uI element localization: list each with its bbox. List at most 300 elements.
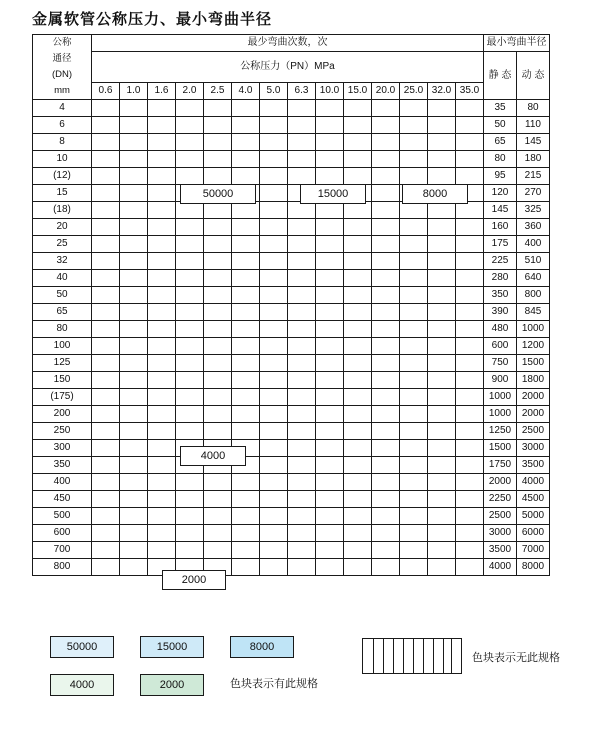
pn-cell [120, 287, 148, 304]
pn-cell [120, 236, 148, 253]
pn-cell [176, 270, 204, 287]
table-row [33, 236, 550, 253]
static-radius-cell: 1250 [484, 423, 517, 440]
pn-cell [428, 389, 456, 406]
pn-cell [372, 202, 400, 219]
pn-cell [260, 185, 288, 202]
pn-cell [456, 372, 484, 389]
table-row [33, 542, 550, 559]
pn-cell [92, 406, 120, 423]
pn-cell [260, 457, 288, 474]
pn-cell [344, 525, 372, 542]
pn-cell [400, 389, 428, 406]
pn-cell [288, 559, 316, 576]
pn-cell [428, 406, 456, 423]
pn-cell [120, 542, 148, 559]
pn-cell [260, 236, 288, 253]
legend [32, 636, 568, 704]
legend-hatch-box [362, 638, 462, 674]
pn-cell [456, 117, 484, 134]
pn-cell [232, 100, 260, 117]
pn-cell [400, 134, 428, 151]
pn-cell [288, 219, 316, 236]
dn-cell: 50 [33, 287, 92, 304]
pn-cell [148, 423, 176, 440]
dynamic-radius-cell: 5000 [517, 508, 550, 525]
spec-table-wrapper [32, 34, 550, 586]
pn-cell [372, 134, 400, 151]
dn-line-2: 通径 [52, 53, 72, 64]
pn-cell [176, 338, 204, 355]
static-radius-cell: 2250 [484, 491, 517, 508]
dn-cell: 100 [33, 338, 92, 355]
pn-cell [400, 219, 428, 236]
pn-cell [456, 219, 484, 236]
pn-cell [232, 423, 260, 440]
pn-value-header: 5.0 [260, 83, 288, 100]
pn-cell [316, 542, 344, 559]
bend-count-header: 最少弯曲次数，次 [92, 35, 484, 52]
dn-cell: 15 [33, 185, 92, 202]
pn-cell [344, 440, 372, 457]
pn-cell [120, 525, 148, 542]
pn-cell [372, 236, 400, 253]
pn-cell [316, 287, 344, 304]
pn-value-header: 20.0 [372, 83, 400, 100]
pn-cell [372, 525, 400, 542]
pn-cell [92, 542, 120, 559]
pn-cell [316, 406, 344, 423]
dn-cell: 8 [33, 134, 92, 151]
dn-cell: 300 [33, 440, 92, 457]
legend-swatch-4000: 4000 [50, 674, 114, 696]
pn-cell [260, 559, 288, 576]
pn-cell [372, 491, 400, 508]
pn-cell [232, 236, 260, 253]
pn-cell [456, 491, 484, 508]
pn-value-header: 4.0 [232, 83, 260, 100]
static-radius-cell: 1500 [484, 440, 517, 457]
pn-cell [232, 304, 260, 321]
pn-cell [176, 236, 204, 253]
pn-cell [148, 287, 176, 304]
pn-cell [204, 355, 232, 372]
pn-cell [260, 287, 288, 304]
pn-cell [204, 423, 232, 440]
page-title: 金属软管公称压力、最小弯曲半径 [32, 12, 273, 28]
pn-cell [148, 355, 176, 372]
pn-cell [148, 372, 176, 389]
pn-cell [400, 508, 428, 525]
pn-cell [288, 100, 316, 117]
pn-cell [372, 457, 400, 474]
legend-item-15000 [140, 636, 204, 658]
pn-cell [120, 389, 148, 406]
pn-cell [232, 474, 260, 491]
pn-cell [372, 474, 400, 491]
pn-cell [120, 423, 148, 440]
pn-cell [120, 202, 148, 219]
pn-cell [120, 151, 148, 168]
pn-cell [456, 559, 484, 576]
dynamic-radius-cell: 145 [517, 134, 550, 151]
legend-row-1 [32, 636, 568, 670]
legend-swatch-2000: 2000 [140, 674, 204, 696]
pn-cell [176, 423, 204, 440]
pn-cell [372, 389, 400, 406]
pn-cell [316, 389, 344, 406]
pn-cell [148, 253, 176, 270]
pn-cell [176, 202, 204, 219]
pn-cell [204, 525, 232, 542]
static-radius-cell: 65 [484, 134, 517, 151]
pn-cell [92, 185, 120, 202]
pn-cell [260, 270, 288, 287]
pn-cell [288, 321, 316, 338]
pn-cell [148, 542, 176, 559]
table-row [33, 440, 550, 457]
static-radius-cell: 1000 [484, 389, 517, 406]
pn-cell [176, 304, 204, 321]
pn-cell [288, 117, 316, 134]
pn-cell [316, 236, 344, 253]
pn-cell [204, 236, 232, 253]
pn-cell [316, 168, 344, 185]
pn-cell [316, 338, 344, 355]
spec-table [32, 34, 550, 576]
pn-cell [204, 253, 232, 270]
pn-cell [316, 134, 344, 151]
pn-cell [120, 457, 148, 474]
dn-cell: 125 [33, 355, 92, 372]
pn-cell [344, 151, 372, 168]
pn-cell [204, 117, 232, 134]
static-radius-cell: 280 [484, 270, 517, 287]
overlay-tag: 8000 [402, 184, 468, 204]
pn-cell [120, 474, 148, 491]
pn-cell [400, 270, 428, 287]
pn-cell [316, 100, 344, 117]
pn-cell [288, 355, 316, 372]
pn-cell [232, 134, 260, 151]
table-row [33, 253, 550, 270]
pn-cell [316, 219, 344, 236]
table-row [33, 202, 550, 219]
dn-line-3: (DN) [51, 69, 73, 80]
dn-cell: 20 [33, 219, 92, 236]
pn-value-header: 1.6 [148, 83, 176, 100]
pn-cell [344, 236, 372, 253]
dn-cell: 10 [33, 151, 92, 168]
dynamic-radius-cell: 3500 [517, 457, 550, 474]
dn-cell: 350 [33, 457, 92, 474]
pn-cell [260, 219, 288, 236]
pn-cell [232, 287, 260, 304]
table-row [33, 525, 550, 542]
pn-cell [428, 270, 456, 287]
pn-cell [400, 491, 428, 508]
pn-cell [428, 457, 456, 474]
pn-cell [316, 304, 344, 321]
pn-cell [316, 474, 344, 491]
pn-cell [400, 542, 428, 559]
static-radius-cell: 390 [484, 304, 517, 321]
pn-cell [148, 168, 176, 185]
pn-cell [428, 253, 456, 270]
dn-cell: 65 [33, 304, 92, 321]
pn-cell [372, 168, 400, 185]
pn-cell [288, 287, 316, 304]
pn-cell [456, 236, 484, 253]
pn-cell [400, 304, 428, 321]
table-row [33, 117, 550, 134]
pn-cell [344, 474, 372, 491]
pn-cell [92, 219, 120, 236]
pn-cell [344, 304, 372, 321]
pn-cell [120, 168, 148, 185]
table-row [33, 219, 550, 236]
dn-cell: 600 [33, 525, 92, 542]
pn-cell [260, 134, 288, 151]
dynamic-radius-cell: 6000 [517, 525, 550, 542]
pn-cell [428, 117, 456, 134]
pn-cell [260, 372, 288, 389]
pn-cell [456, 423, 484, 440]
pn-cell [204, 134, 232, 151]
dynamic-radius-cell: 400 [517, 236, 550, 253]
static-radius-cell: 160 [484, 219, 517, 236]
dynamic-radius-cell: 2000 [517, 389, 550, 406]
dynamic-radius-cell: 1000 [517, 321, 550, 338]
pn-cell [456, 508, 484, 525]
dn-cell: 40 [33, 270, 92, 287]
pn-cell [232, 559, 260, 576]
pn-cell [204, 406, 232, 423]
pn-cell [288, 151, 316, 168]
pn-cell [176, 389, 204, 406]
pn-cell [120, 338, 148, 355]
pn-cell [148, 440, 176, 457]
pn-value-header: 0.6 [92, 83, 120, 100]
pn-cell [148, 389, 176, 406]
pn-cell [428, 168, 456, 185]
bend-radius-header: 最小弯曲半径 [484, 35, 550, 52]
pn-cell [176, 151, 204, 168]
pn-cell [344, 457, 372, 474]
pn-cell [456, 457, 484, 474]
pn-cell [372, 321, 400, 338]
pn-cell [120, 100, 148, 117]
pn-cell [400, 253, 428, 270]
pn-cell [232, 253, 260, 270]
pn-cell [232, 270, 260, 287]
dn-cell: 4 [33, 100, 92, 117]
pn-cell [92, 525, 120, 542]
legend-item-2000 [140, 674, 204, 696]
pn-cell [148, 134, 176, 151]
pn-cell [92, 457, 120, 474]
pn-cell [344, 270, 372, 287]
pn-cell [288, 270, 316, 287]
pn-cell [288, 423, 316, 440]
header-row-2 [33, 52, 550, 83]
pn-cell [316, 440, 344, 457]
pn-cell [260, 423, 288, 440]
pn-cell [288, 457, 316, 474]
pn-cell [288, 491, 316, 508]
pn-cell [316, 117, 344, 134]
dynamic-header: 动 态 [517, 52, 550, 100]
pn-cell [372, 117, 400, 134]
pn-value-header: 35.0 [456, 83, 484, 100]
table-row [33, 168, 550, 185]
pn-cell [176, 168, 204, 185]
pn-cell [344, 168, 372, 185]
pn-cell [232, 406, 260, 423]
pn-cell [176, 219, 204, 236]
pn-cell [148, 338, 176, 355]
table-row [33, 287, 550, 304]
overlay-tag: 2000 [162, 570, 226, 590]
pn-cell [316, 491, 344, 508]
static-radius-cell: 3500 [484, 542, 517, 559]
pn-cell [372, 372, 400, 389]
dn-cell: 80 [33, 321, 92, 338]
pn-cell [260, 117, 288, 134]
dn-cell: 250 [33, 423, 92, 440]
dynamic-radius-cell: 1500 [517, 355, 550, 372]
pn-cell [372, 304, 400, 321]
pn-cell [120, 185, 148, 202]
static-radius-cell: 900 [484, 372, 517, 389]
pn-cell [428, 100, 456, 117]
pn-cell [148, 100, 176, 117]
pn-cell [428, 508, 456, 525]
pn-cell [204, 389, 232, 406]
pn-cell [232, 151, 260, 168]
pn-cell [372, 542, 400, 559]
table-row [33, 474, 550, 491]
pn-cell [428, 304, 456, 321]
pn-cell [372, 270, 400, 287]
pn-cell [428, 542, 456, 559]
pn-cell [428, 559, 456, 576]
pn-cell [400, 355, 428, 372]
legend-item-8000 [230, 636, 294, 658]
pn-cell [400, 474, 428, 491]
pn-cell [372, 185, 400, 202]
pn-cell [456, 270, 484, 287]
static-radius-cell: 350 [484, 287, 517, 304]
dn-cell: (12) [33, 168, 92, 185]
static-radius-cell: 3000 [484, 525, 517, 542]
pn-cell [428, 372, 456, 389]
table-row [33, 100, 550, 117]
table-row [33, 389, 550, 406]
pn-cell [344, 372, 372, 389]
pn-cell [400, 338, 428, 355]
pn-cell [456, 406, 484, 423]
pn-cell [400, 406, 428, 423]
pn-cell [204, 304, 232, 321]
pn-cell [92, 168, 120, 185]
pn-cell [428, 491, 456, 508]
pn-cell [176, 134, 204, 151]
legend-note-hatch: 色块表示无此规格 [472, 652, 560, 664]
legend-swatch-15000: 15000 [140, 636, 204, 658]
pn-cell [260, 491, 288, 508]
pn-cell [456, 253, 484, 270]
pn-cell [288, 372, 316, 389]
pn-cell [120, 253, 148, 270]
pn-cell [316, 355, 344, 372]
pn-cell [148, 185, 176, 202]
legend-note-color: 色块表示有此规格 [230, 678, 318, 690]
pn-cell [316, 559, 344, 576]
dynamic-radius-cell: 270 [517, 185, 550, 202]
pn-cell [232, 219, 260, 236]
dynamic-radius-cell: 110 [517, 117, 550, 134]
pn-cell [204, 474, 232, 491]
table-row [33, 270, 550, 287]
legend-swatch-50000: 50000 [50, 636, 114, 658]
pn-cell [260, 508, 288, 525]
pn-cell [260, 389, 288, 406]
dynamic-radius-cell: 80 [517, 100, 550, 117]
pn-cell [288, 202, 316, 219]
pn-cell [260, 406, 288, 423]
pn-cell [176, 100, 204, 117]
dynamic-radius-cell: 8000 [517, 559, 550, 576]
pn-cell [120, 491, 148, 508]
dn-cell: 400 [33, 474, 92, 491]
dynamic-radius-cell: 325 [517, 202, 550, 219]
dn-line-4: mm [54, 85, 70, 96]
pn-cell [428, 474, 456, 491]
pn-cell [456, 355, 484, 372]
pn-cell [92, 372, 120, 389]
pn-cell [92, 270, 120, 287]
dn-cell: 500 [33, 508, 92, 525]
pn-cell [428, 202, 456, 219]
dynamic-radius-cell: 800 [517, 287, 550, 304]
pn-cell [204, 151, 232, 168]
pn-cell [120, 355, 148, 372]
pn-cell [92, 253, 120, 270]
dynamic-radius-cell: 3000 [517, 440, 550, 457]
table-row [33, 151, 550, 168]
pn-cell [344, 559, 372, 576]
pn-cell [344, 219, 372, 236]
pn-cell [288, 474, 316, 491]
static-radius-cell: 35 [484, 100, 517, 117]
table-row [33, 457, 550, 474]
pn-cell [148, 219, 176, 236]
pn-cell [288, 236, 316, 253]
table-row [33, 321, 550, 338]
dn-header-cell [33, 35, 92, 100]
dn-cell: 800 [33, 559, 92, 576]
pn-cell [92, 355, 120, 372]
pn-cell [288, 406, 316, 423]
pn-cell [344, 287, 372, 304]
pn-cell [428, 321, 456, 338]
pn-cell [456, 389, 484, 406]
dn-cell: 32 [33, 253, 92, 270]
table-row [33, 338, 550, 355]
pn-cell [400, 440, 428, 457]
pn-cell [260, 525, 288, 542]
